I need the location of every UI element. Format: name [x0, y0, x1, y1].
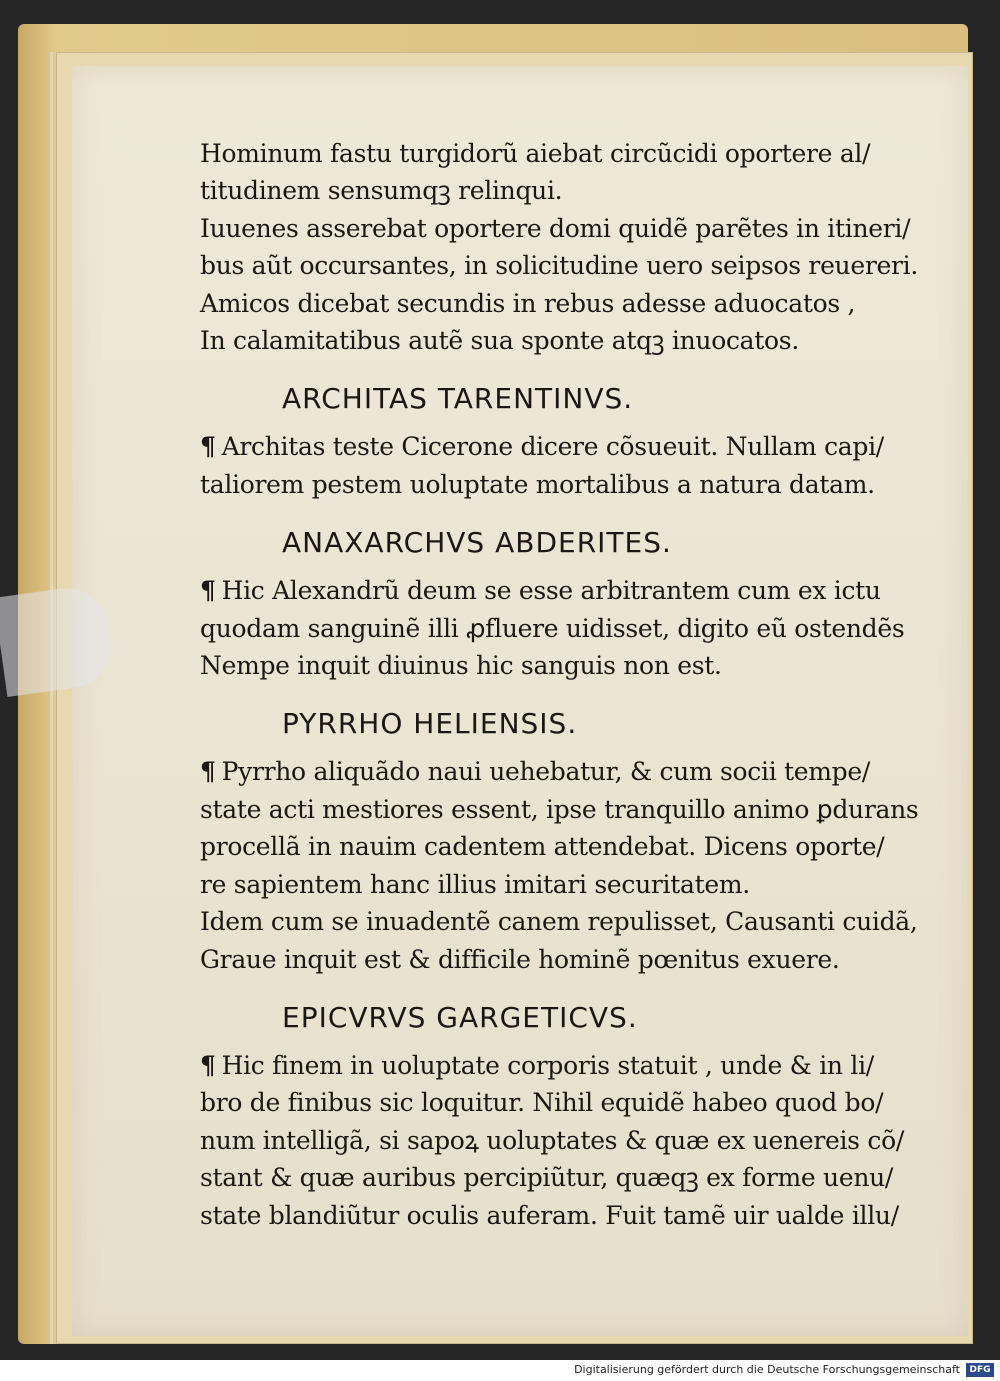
section-heading: EPICVRVS GARGETICVS.	[282, 1000, 638, 1034]
text-line: state acti mestiores essent, ipse tranquillo animo ꝑdurans	[200, 794, 919, 824]
text-line: ¶ Hic Alexandrũ deum se esse arbitrantem cum ex ictu	[200, 576, 881, 606]
text-line: bro de finibus sic loquitur. Nihil equidẽ habeo quod bo/	[200, 1088, 884, 1118]
text-line: titudinem sensumqꝫ relinqui.	[200, 176, 563, 206]
text-line: In calamitatibus autẽ sua sponte atqꝫ inuocatos.	[200, 326, 799, 356]
pilcrow-icon: ¶	[200, 1050, 216, 1080]
funding-note: Digitalisierung gefördert durch die Deutsche Forschungsgemeinschaft	[574, 1363, 960, 1376]
pilcrow-icon: ¶	[200, 757, 216, 787]
section-heading: ANAXARCHVS ABDERITES.	[282, 526, 672, 560]
footer-bar	[0, 1360, 1000, 1381]
text-line: Graue inquit est & difficile hominẽ pœnitus exuere.	[200, 944, 840, 974]
text-line: ¶ Hic finem in uoluptate corporis statuit , unde & in li/	[200, 1050, 874, 1080]
text-line: Hominum fastu turgidorũ aiebat circũcidi oportere al/	[200, 139, 871, 168]
text-line: re sapientem hanc illius imitari securitatem.	[200, 869, 750, 899]
text-line: stant & quæ auribus percipiũtur, quæqꝫ ex forme uenu/	[200, 1163, 894, 1193]
section-heading: PYRRHO HELIENSIS.	[282, 707, 578, 741]
text-line: taliorem pestem uoluptate mortalibus a natura datam.	[200, 469, 875, 499]
section-heading: ARCHITAS TARENTINVS.	[282, 382, 634, 416]
text-line: Nempe inquit diuinus hic sanguis non est.	[200, 651, 722, 681]
page-text	[200, 135, 919, 1234]
text-line: quodam sanguinẽ illi ꝓfluere uidisset, digito eũ ostendẽs	[200, 613, 905, 643]
text-line: bus aũt occursantes, in solicitudine uero seipsos reuereri.	[200, 251, 918, 281]
pilcrow-icon: ¶	[200, 576, 216, 606]
pilcrow-icon: ¶	[200, 432, 216, 462]
text-line: Idem cum se inuadentẽ canem repulisset, Causanti cuidã,	[200, 907, 918, 937]
text-line: Amicos dicebat secundis in rebus adesse aduocatos ,	[200, 288, 856, 318]
text-line: state blandiũtur oculis auferam. Fuit tamẽ uir ualde illu/	[200, 1200, 899, 1230]
text-line: num intelligã, si sapoꝝ uoluptates & quæ ex uenereis cõ/	[200, 1125, 904, 1155]
text-line: Iuuenes asserebat oportere domi quidẽ parẽtes in itineri/	[200, 213, 911, 243]
text-line: procellã in nauim cadentem attendebat. Dicens oporte/	[200, 832, 885, 862]
text-line: ¶ Pyrrho aliquãdo naui uehebatur, & cum socii tempe/	[200, 757, 871, 787]
dfg-logo: DFG	[966, 1363, 994, 1377]
text-line: ¶ Architas teste Cicerone dicere cõsueuit. Nullam capi/	[200, 432, 884, 462]
